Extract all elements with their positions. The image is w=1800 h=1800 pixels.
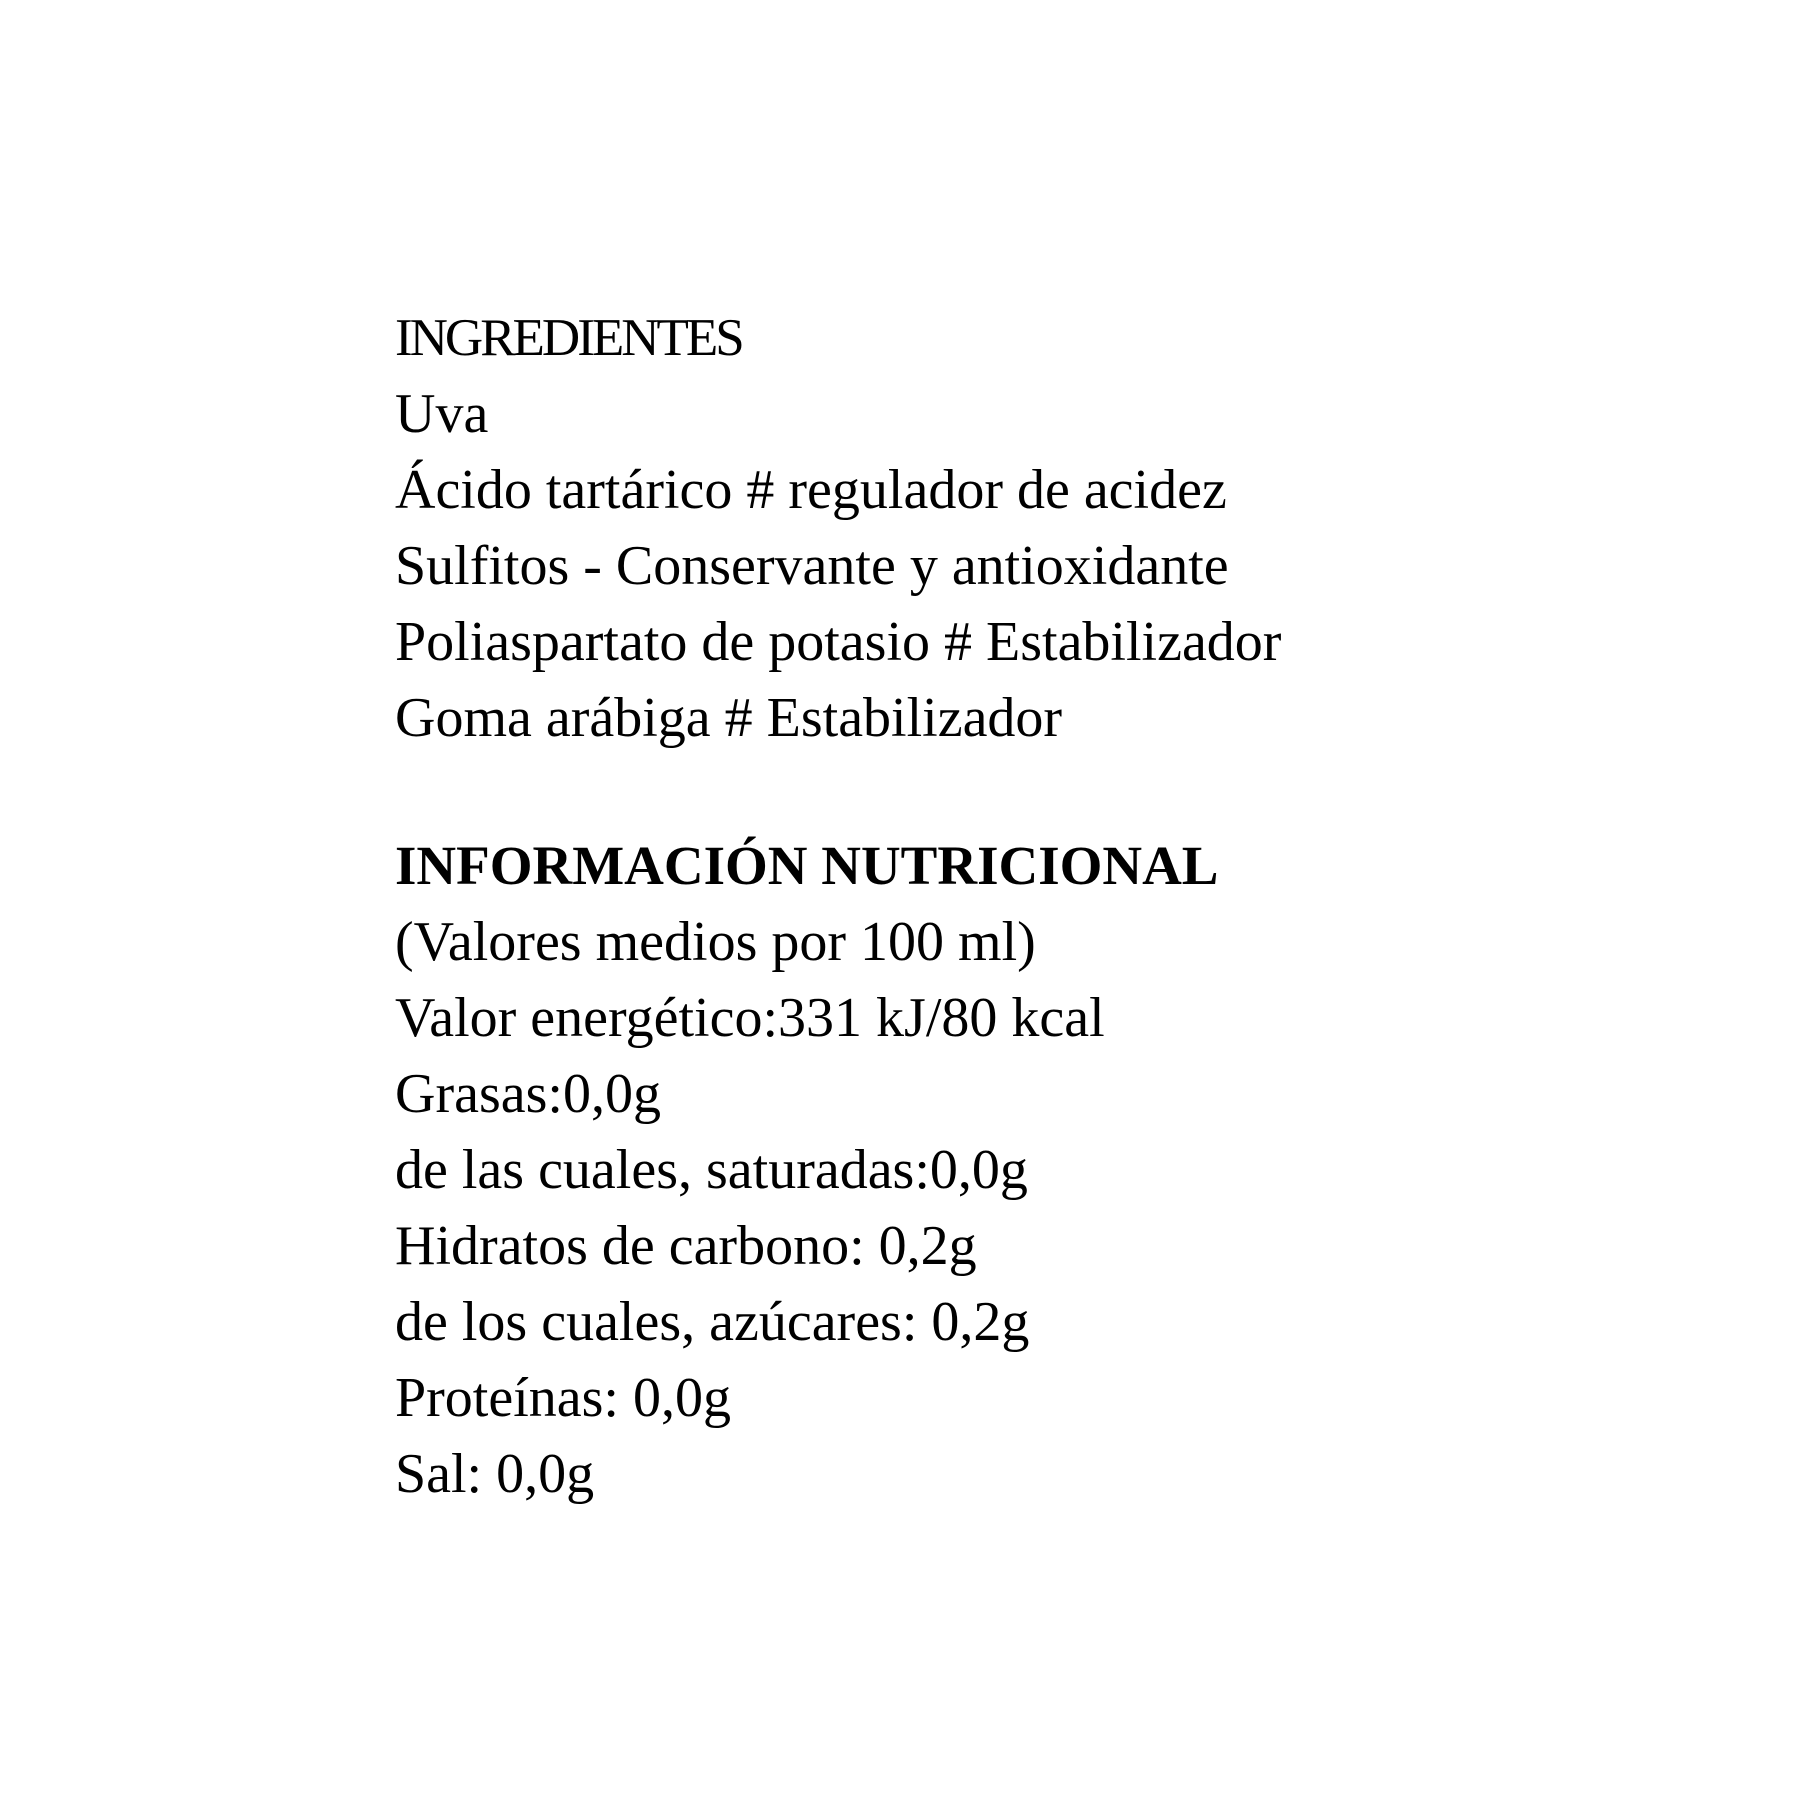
ingredients-section [395,300,1695,756]
ingredient-item: Uva [395,383,489,445]
nutrition-row: Hidratos de carbono: 0,2g [395,1215,977,1277]
nutrition-row: Proteínas: 0,0g [395,1367,731,1429]
nutrition-row: de las cuales, saturadas:0,0g [395,1139,1028,1201]
ingredient-item: Goma arábiga # Estabilizador [395,687,1063,749]
nutrition-section [395,828,1695,1512]
nutrition-row: Valor energético:331 kJ/80 kcal [395,987,1105,1049]
ingredient-item: Ácido tartárico # regulador de acidez [395,459,1227,521]
ingredient-item: Poliaspartato de potasio # Estabilizador [395,611,1282,673]
section-spacer [395,756,1695,828]
nutrition-row: Grasas:0,0g [395,1063,661,1125]
nutrition-subtitle: (Valores medios por 100 ml) [395,911,1036,973]
product-label [395,300,1695,1512]
ingredient-item: Sulfitos - Conservante y antioxidante [395,535,1229,597]
nutrition-heading: INFORMACIÓN NUTRICIONAL [395,835,1219,896]
nutrition-row: de los cuales, azúcares: 0,2g [395,1291,1030,1353]
ingredients-heading: INGREDIENTES [395,309,742,367]
nutrition-row: Sal: 0,0g [395,1443,595,1505]
